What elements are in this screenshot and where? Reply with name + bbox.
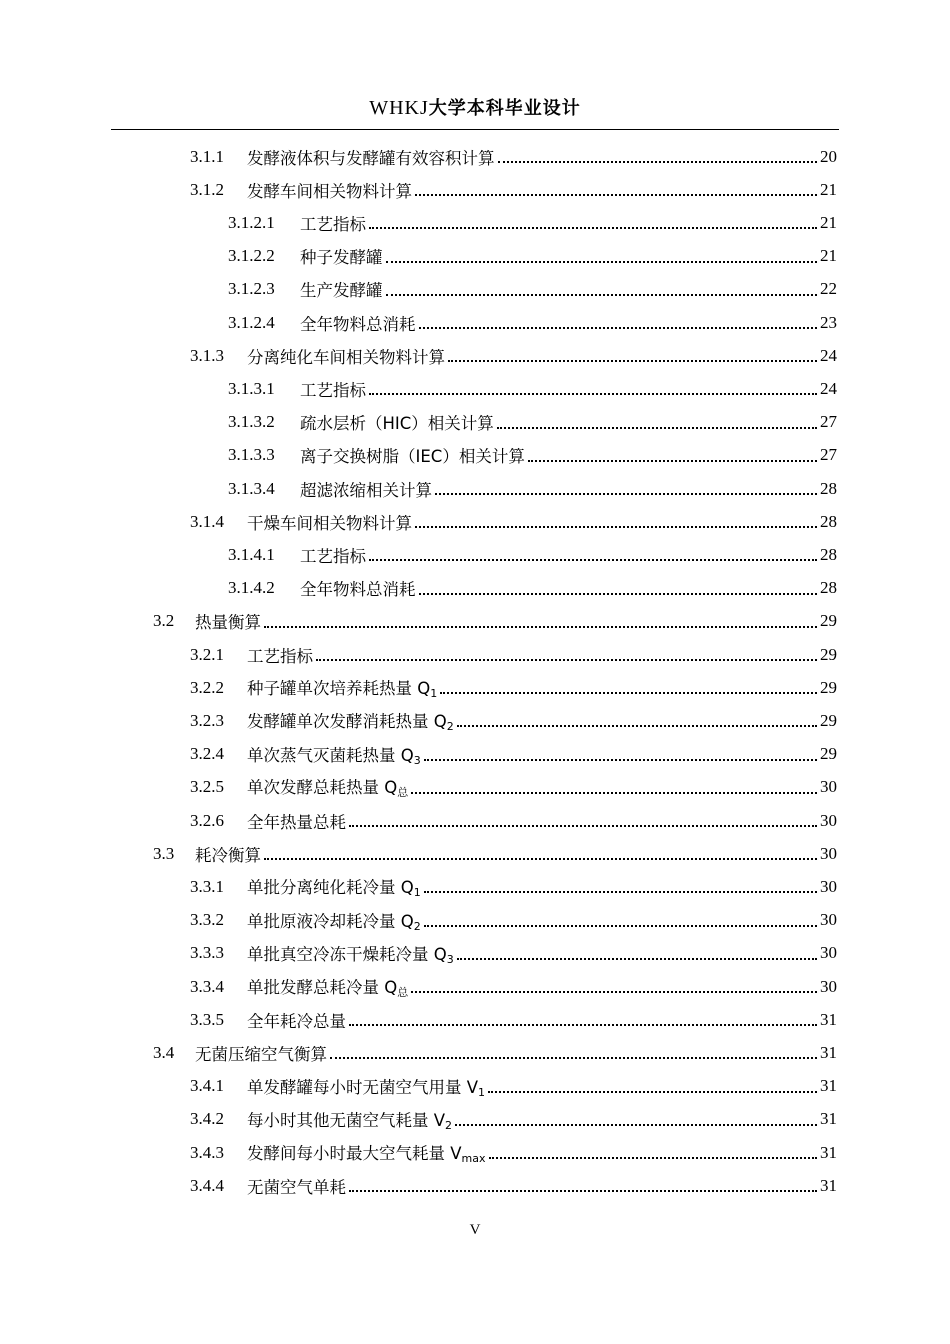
toc-entry-number: 3.1.2 <box>190 179 224 199</box>
toc-entry-number: 3.1.1 <box>190 146 224 166</box>
toc-entry-title-text: 单次发酵总耗热量 Q <box>247 778 398 798</box>
toc-entry-title-text: 工艺指标 <box>247 646 313 666</box>
toc-entry[interactable] <box>190 671 837 704</box>
toc-entry-number: 3.2.4 <box>190 744 224 764</box>
toc-entry-page-number: 31 <box>820 1009 837 1029</box>
toc-entry-number: 3.2.2 <box>190 677 224 697</box>
toc-entry-title <box>247 1174 346 1198</box>
toc-entry-number: 3.1.2.2 <box>228 246 275 266</box>
toc-entry-title <box>247 941 454 966</box>
toc-entry-number: 3.1.3.2 <box>228 412 275 432</box>
toc-entry-leader-dots <box>264 625 817 628</box>
toc-entry-page-number: 29 <box>820 744 837 764</box>
toc-entry-page-number: 29 <box>820 611 837 631</box>
toc-entry-title-text: 单批原液冷却耗冷量 Q <box>247 911 414 931</box>
toc-entry-subscript: max <box>461 1152 486 1165</box>
toc-entry-title-text: 离子交换树脂（IEC）相关计算 <box>300 447 525 467</box>
toc-entry-title <box>300 443 525 467</box>
toc-entry-number: 3.3 <box>153 843 175 863</box>
toc-entry-page-number: 29 <box>820 677 837 697</box>
toc-entry-title-text: 分离纯化车间相关物料计算 <box>247 347 445 367</box>
toc-entry-title-text: 干燥车间相关物料计算 <box>247 513 412 533</box>
toc-entry-title-text: 发酵间每小时最大空气耗量 V <box>247 1144 462 1163</box>
toc-entry[interactable] <box>228 273 837 306</box>
toc-entry[interactable] <box>228 240 837 273</box>
toc-entry-page-number: 21 <box>820 246 837 266</box>
toc-entry-title <box>300 477 432 501</box>
toc-entry[interactable] <box>190 738 837 771</box>
toc-entry-number: 3.1.2.4 <box>228 312 275 332</box>
toc-entry-subscript: 总 <box>397 985 409 999</box>
toc-entry-title <box>300 211 366 235</box>
toc-entry-leader-dots <box>497 426 817 429</box>
toc-entry-leader-dots <box>528 459 817 462</box>
toc-entry-number: 3.4.3 <box>190 1142 224 1162</box>
toc-entry-title-text: 种子发酵罐 <box>300 248 383 268</box>
toc-entry[interactable] <box>190 804 837 837</box>
toc-entry-page-number: 21 <box>820 212 837 232</box>
toc-entry-page-number: 31 <box>820 1109 837 1129</box>
toc-entry-number: 3.3.5 <box>190 1009 224 1029</box>
toc-entry-title-text: 生产发酵罐 <box>300 281 383 301</box>
toc-entry-leader-dots <box>369 226 817 229</box>
toc-entry-leader-dots <box>349 1189 817 1192</box>
toc-entry-subscript: 2 <box>413 919 421 933</box>
toc-entry-title-text: 无菌压缩空气衡算 <box>195 1044 327 1064</box>
toc-entry-number: 3.1.4.1 <box>228 544 275 564</box>
toc-entry[interactable] <box>190 870 837 903</box>
toc-entry-title-text: 单发酵罐每小时无菌空气用量 V <box>247 1077 479 1097</box>
toc-entry-page-number: 30 <box>820 843 837 863</box>
toc-entry[interactable] <box>190 339 837 372</box>
toc-entry-title <box>247 1140 486 1165</box>
toc-entry-number: 3.1.3.1 <box>228 378 275 398</box>
toc-entry-leader-dots <box>386 293 818 296</box>
toc-entry-leader-dots <box>435 492 817 495</box>
toc-entry-leader-dots <box>411 990 817 993</box>
toc-entry-title <box>247 178 412 202</box>
toc-entry-leader-dots <box>386 260 818 263</box>
toc-entry-page-number: 24 <box>820 345 837 365</box>
toc-entry-page-number: 28 <box>820 511 837 531</box>
toc-entry[interactable] <box>228 206 837 239</box>
toc-entry-page-number: 30 <box>820 943 837 963</box>
toc-entry-title <box>300 277 383 301</box>
toc-entry-title <box>300 543 366 567</box>
toc-entry-page-number: 31 <box>820 1142 837 1162</box>
page-header <box>0 94 950 120</box>
toc-entry-number: 3.1.2.1 <box>228 212 275 232</box>
toc-entry-leader-dots <box>369 558 817 561</box>
toc-entry-leader-dots <box>369 392 817 395</box>
toc-entry[interactable] <box>228 572 837 605</box>
toc-entry-title-text: 耗冷衡算 <box>195 845 261 865</box>
toc-entry-title-text: 工艺指标 <box>300 546 366 566</box>
toc-entry-leader-dots <box>457 957 817 960</box>
toc-entry-page-number: 27 <box>820 445 837 465</box>
toc-entry-number: 3.4.4 <box>190 1175 224 1195</box>
toc-entry[interactable] <box>190 140 837 173</box>
toc-entry-title <box>247 742 421 767</box>
toc-entry-subscript: 1 <box>478 1085 486 1099</box>
toc-entry-number: 3.3.3 <box>190 943 224 963</box>
toc-entry-number: 3.2 <box>153 611 175 631</box>
toc-entry-title-text: 无菌空气单耗 <box>247 1177 346 1197</box>
toc-entry-page-number: 23 <box>820 312 837 332</box>
toc-entry-number: 3.3.1 <box>190 876 224 896</box>
toc-entry-page-number: 30 <box>820 976 837 996</box>
header-rule <box>111 129 839 130</box>
toc-entry-title <box>247 675 437 700</box>
toc-entry[interactable] <box>228 306 837 339</box>
page-number: V <box>469 1222 481 1238</box>
toc-entry-page-number: 22 <box>820 279 837 299</box>
toc-entry-page-number: 31 <box>820 1042 837 1062</box>
toc-entry-title-text: 单次蒸气灭菌耗热量 Q <box>247 745 414 765</box>
toc-entry-number: 3.1.3.4 <box>228 478 275 498</box>
toc-entry-page-number: 21 <box>820 179 837 199</box>
toc-entry-leader-dots <box>488 1090 817 1093</box>
toc-entry-title <box>300 377 366 401</box>
toc-entry-title <box>195 842 261 866</box>
toc-entry[interactable] <box>153 1036 837 1069</box>
toc-entry-page-number: 30 <box>820 910 837 930</box>
toc-entry-number: 3.1.3 <box>190 345 224 365</box>
toc-entry-leader-dots <box>424 890 817 893</box>
toc-entry-title-text: 单批真空冷冻干燥耗冷量 Q <box>247 944 447 964</box>
toc-entry-title <box>195 1041 327 1065</box>
toc-entry-title <box>247 809 346 833</box>
toc-entry-number: 3.2.5 <box>190 777 224 797</box>
toc-entry-title <box>247 774 408 800</box>
toc-entry[interactable] <box>190 970 837 1003</box>
toc-entry-subscript: 1 <box>413 886 421 900</box>
toc-entry[interactable] <box>190 904 837 937</box>
toc-entry-leader-dots <box>411 791 817 794</box>
toc-entry-leader-dots <box>349 1023 817 1026</box>
toc-entry-number: 3.1.4 <box>190 511 224 531</box>
toc-entry-title-text: 全年物料总消耗 <box>300 580 416 600</box>
toc-entry-number: 3.3.4 <box>190 976 224 996</box>
toc-entry-title <box>247 1074 485 1099</box>
toc-entry-page-number: 20 <box>820 146 837 166</box>
toc-entry-page-number: 28 <box>820 478 837 498</box>
toc-entry[interactable] <box>228 472 837 505</box>
toc-entry-title <box>300 410 494 434</box>
toc-entry-subscript: 3 <box>446 952 454 966</box>
toc-entry[interactable] <box>190 704 837 737</box>
toc-entry-subscript: 1 <box>430 687 438 701</box>
toc-entry-page-number: 24 <box>820 378 837 398</box>
toc-entry-page-number: 30 <box>820 876 837 896</box>
toc-entry-title-text: 全年耗冷总量 <box>247 1011 346 1031</box>
toc-entry-title <box>247 974 408 1000</box>
toc-entry-page-number: 30 <box>820 777 837 797</box>
toc-entry-title <box>300 576 416 600</box>
toc-entry[interactable] <box>190 1103 837 1136</box>
toc-entry-page-number: 31 <box>820 1076 837 1096</box>
toc-entry[interactable] <box>190 1136 837 1169</box>
toc-entry-subscript: 总 <box>397 786 409 800</box>
header-prefix: WHKJ <box>369 97 429 119</box>
toc-entry-number: 3.4 <box>153 1042 175 1062</box>
toc-entry[interactable] <box>228 406 837 439</box>
toc-entry-title-text: 工艺指标 <box>300 380 366 400</box>
toc-entry-title-text: 发酵罐单次发酵消耗热量 Q <box>247 712 447 732</box>
toc-entry-leader-dots <box>419 592 818 595</box>
toc-entry-title-text: 单批发酵总耗冷量 Q <box>247 977 398 997</box>
toc-entry-page-number: 28 <box>820 578 837 598</box>
toc-entry-number: 3.2.6 <box>190 810 224 830</box>
toc-entry[interactable] <box>228 538 837 571</box>
toc-entry-leader-dots <box>440 691 817 694</box>
toc-entry-page-number: 27 <box>820 412 837 432</box>
toc-entry-number: 3.4.1 <box>190 1076 224 1096</box>
toc-entry-number: 3.4.2 <box>190 1109 224 1129</box>
toc-entry-leader-dots <box>457 724 817 727</box>
toc-entry-title <box>300 244 383 268</box>
toc-entry[interactable] <box>190 1169 837 1202</box>
toc-entry-title <box>195 609 261 633</box>
toc-entry-leader-dots <box>415 525 817 528</box>
toc-entry[interactable] <box>190 937 837 970</box>
toc-entry-leader-dots <box>316 658 817 661</box>
toc-entry-title-text: 热量衡算 <box>195 613 261 633</box>
toc-entry-subscript: 2 <box>446 720 454 734</box>
toc-entry-leader-dots <box>455 1123 817 1126</box>
toc-entry-title-text: 每小时其他无菌空气耗量 V <box>247 1110 446 1130</box>
toc-entry-title-text: 超滤浓缩相关计算 <box>300 480 432 500</box>
toc-entry-leader-dots <box>424 758 817 761</box>
toc-entry-leader-dots <box>419 326 818 329</box>
toc-entry-page-number: 30 <box>820 810 837 830</box>
toc-entry-title-text: 种子罐单次培养耗热量 Q <box>247 679 431 699</box>
toc-entry[interactable] <box>153 837 837 870</box>
toc-entry-title-text: 发酵车间相关物料计算 <box>247 181 412 201</box>
toc-entry-title-text: 疏水层析（HIC）相关计算 <box>300 414 494 434</box>
toc-entry-title <box>247 1008 346 1032</box>
toc-entry-leader-dots <box>415 193 817 196</box>
toc-entry-title-text: 工艺指标 <box>300 214 366 234</box>
toc-entry-page-number: 28 <box>820 544 837 564</box>
toc-entry[interactable] <box>190 1003 837 1036</box>
toc-entry-number: 3.1.4.2 <box>228 578 275 598</box>
toc-entry[interactable] <box>228 439 837 472</box>
toc-entry-number: 3.2.3 <box>190 710 224 730</box>
toc-entry[interactable] <box>190 173 837 206</box>
toc-entry-title <box>300 311 416 335</box>
toc-entry-title-text: 单批分离纯化耗冷量 Q <box>247 878 414 898</box>
toc-entry[interactable] <box>190 1070 837 1103</box>
toc-entry-title-text: 发酵液体积与发酵罐有效容积计算 <box>247 148 495 168</box>
toc-entry-subscript: 3 <box>413 753 421 767</box>
toc-entry-number: 3.1.3.3 <box>228 445 275 465</box>
toc-entry-leader-dots <box>264 857 817 860</box>
toc-entry-title <box>247 1107 452 1132</box>
toc-entry[interactable] <box>228 372 837 405</box>
toc-entry-title <box>247 908 421 933</box>
toc-entry-number: 3.2.1 <box>190 644 224 664</box>
toc-entry-title-text: 全年物料总消耗 <box>300 314 416 334</box>
toc-entry[interactable] <box>153 605 837 638</box>
toc-entry-page-number: 31 <box>820 1175 837 1195</box>
toc-entry-page-number: 29 <box>820 710 837 730</box>
toc-entry-title-text: 全年热量总耗 <box>247 812 346 832</box>
toc-entry-leader-dots <box>489 1156 817 1159</box>
toc-entry-title <box>247 643 313 667</box>
toc-entry[interactable] <box>190 505 837 538</box>
toc-entry-title <box>247 344 445 368</box>
toc-entry-page-number: 29 <box>820 644 837 664</box>
toc-entry-subscript: 2 <box>445 1118 453 1132</box>
toc-entry-number: 3.1.2.3 <box>228 279 275 299</box>
toc-entry-number: 3.3.2 <box>190 910 224 930</box>
toc-entry-title <box>247 708 454 733</box>
toc-entry-leader-dots <box>448 359 817 362</box>
toc-entry-leader-dots <box>349 824 817 827</box>
header-title: 大学本科毕业设计 <box>428 98 581 119</box>
toc-entry-title <box>247 510 412 534</box>
toc-entry-leader-dots <box>424 924 817 927</box>
toc-entry-title <box>247 145 495 169</box>
toc-entry[interactable] <box>190 638 837 671</box>
toc-entry-title <box>247 874 421 899</box>
toc-entry-leader-dots <box>498 160 818 163</box>
toc-entry[interactable] <box>190 771 837 804</box>
toc-entry-leader-dots <box>330 1056 817 1059</box>
